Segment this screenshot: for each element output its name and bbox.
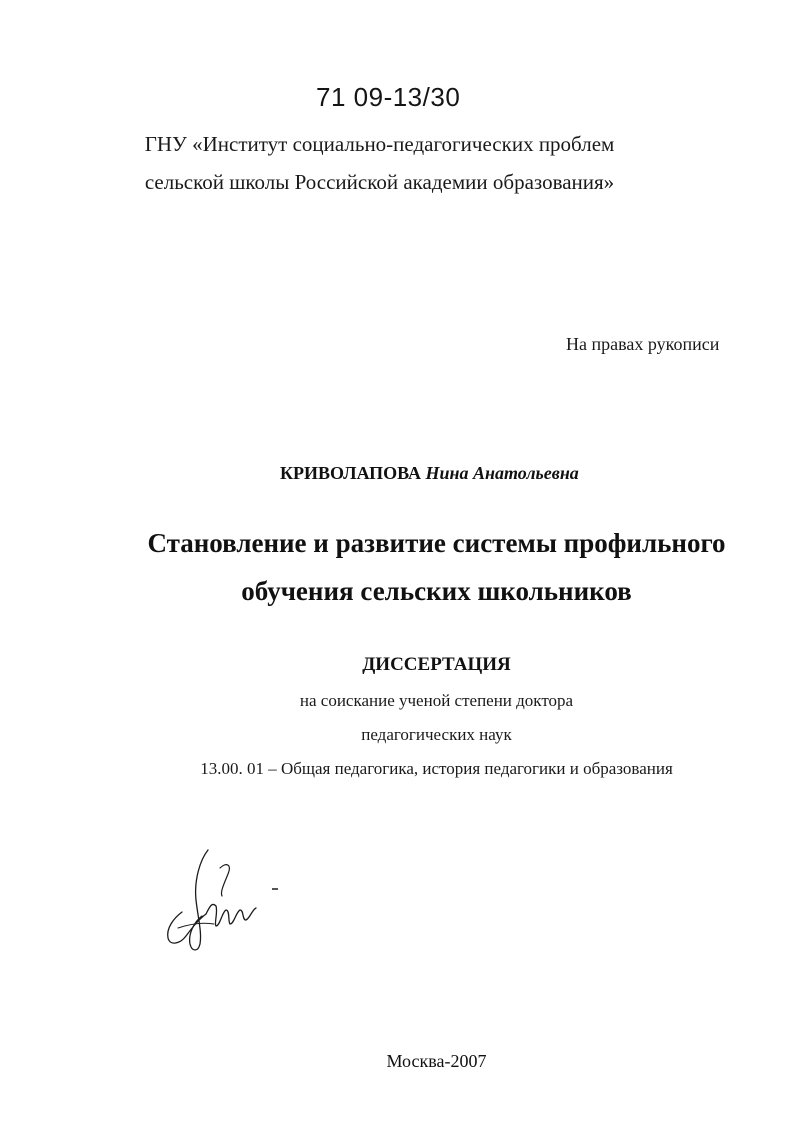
institution-line-1: ГНУ «Институт социально-педагогических проблем xyxy=(144,132,615,156)
catalog-number: 71 09-13/30 xyxy=(316,82,461,112)
ink-mark xyxy=(272,888,278,890)
author-given-names: Нина Анатольевна xyxy=(425,463,579,483)
degree-type: ДИССЕРТАЦИЯ xyxy=(362,654,511,675)
degree-details-line-2: педагогических наук xyxy=(361,725,512,744)
degree-details-line-1: на соискание ученой степени доктора xyxy=(299,691,574,710)
dissertation-title-line-1: Становление и развитие системы профильного xyxy=(147,528,726,558)
dissertation-title-line-2: обучения сельских школьников xyxy=(241,576,632,606)
institution-line-2: сельской школы Российской академии образования» xyxy=(144,170,615,194)
city-year: Москва-2007 xyxy=(386,1051,487,1071)
handwritten-signature xyxy=(150,840,290,960)
author-name xyxy=(280,463,579,484)
specialty-code-line: 13.00. 01 – Общая педагогика, история педагогики и образования xyxy=(200,759,673,778)
author-surname: КРИВОЛАПОВА xyxy=(280,463,421,483)
rights-note: На правах рукописи xyxy=(566,334,720,354)
